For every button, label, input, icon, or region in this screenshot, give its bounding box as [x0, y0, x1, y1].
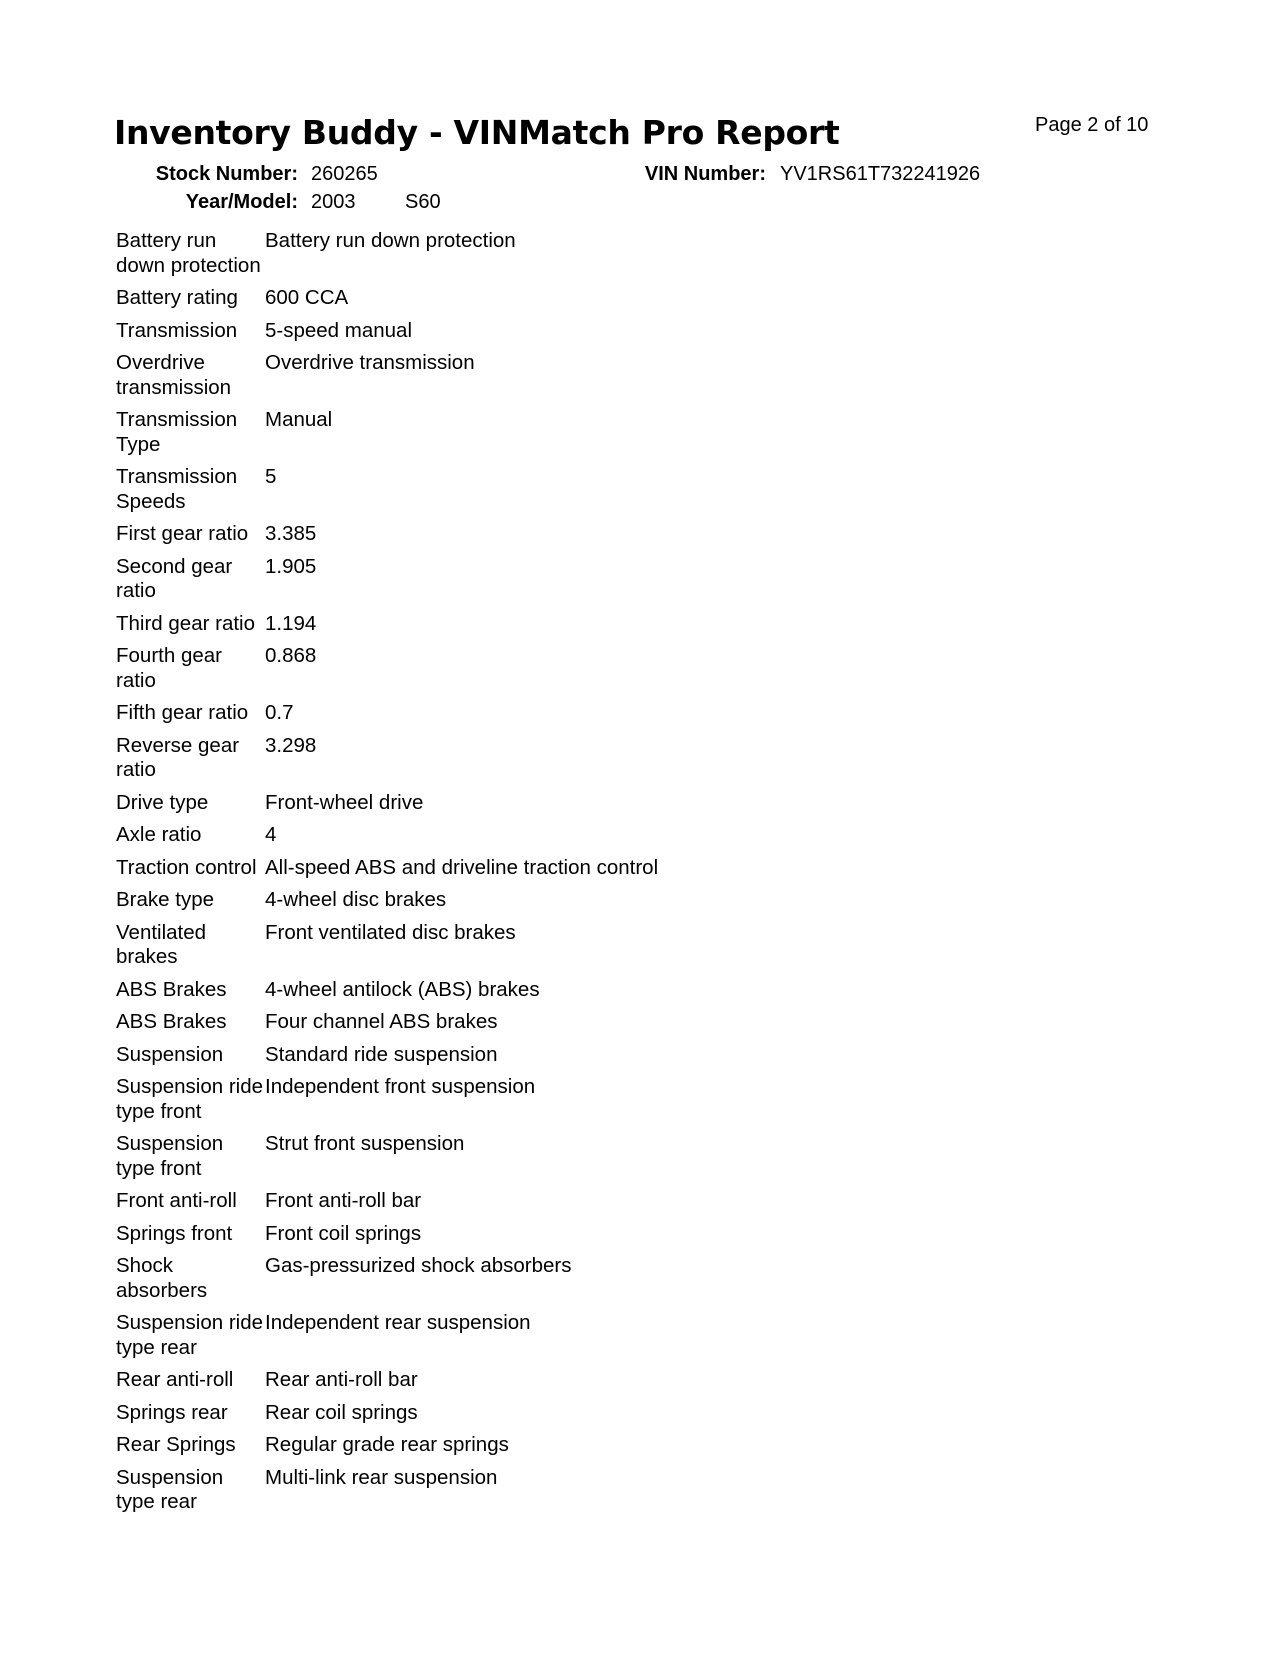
spec-label: Suspension: [116, 1042, 224, 1066]
spec-label: Brake type: [116, 888, 214, 911]
spec-row: [116, 522, 816, 547]
spec-label: Rear anti-roll: [116, 1368, 234, 1391]
spec-row: [116, 921, 816, 970]
spec-value: 4: [265, 823, 277, 846]
stock-number-label: Stock Number:: [155, 163, 298, 185]
spec-row: [116, 1433, 816, 1458]
spec-value: Front anti-roll bar: [265, 1189, 422, 1212]
stock-number-value: 260265: [311, 163, 378, 185]
year-model-label: Year/Model:: [185, 191, 298, 213]
spec-value: 600 CCA: [265, 286, 349, 309]
spec-value: Battery run down protection: [265, 229, 516, 252]
spec-label: Overdrive transmission: [116, 351, 232, 399]
spec-label: Third gear ratio: [116, 611, 256, 635]
spec-row: [116, 1368, 816, 1393]
spec-value: Independent front suspension: [265, 1075, 536, 1098]
spec-row: [116, 888, 816, 913]
spec-value: 0.868: [265, 644, 317, 667]
spec-value: Gas-pressurized shock absorbers: [265, 1254, 572, 1277]
spec-value: Regular grade rear springs: [265, 1433, 509, 1456]
spec-value: Four channel ABS brakes: [265, 1010, 498, 1033]
spec-row: [116, 408, 816, 457]
spec-label: First gear ratio: [116, 522, 249, 545]
spec-value: Rear anti-roll bar: [265, 1368, 418, 1391]
spec-row: [116, 319, 816, 344]
spec-value: 4-wheel antilock (ABS) brakes: [265, 977, 540, 1001]
spec-value: 3.298: [265, 733, 317, 757]
spec-label: Shock absorbers: [116, 1254, 208, 1302]
spec-label: Traction control: [116, 855, 257, 879]
page-number: Page 2 of 10: [1035, 114, 1149, 136]
spec-label: ABS Brakes: [116, 1010, 227, 1033]
spec-row: [116, 1311, 816, 1360]
spec-row: [116, 791, 816, 816]
spec-row: [116, 734, 816, 783]
spec-row: [116, 612, 816, 637]
spec-value: All-speed ABS and driveline traction control: [265, 855, 659, 879]
spec-value: Manual: [265, 408, 333, 431]
spec-row: [116, 465, 816, 514]
spec-value: Front ventilated disc brakes: [265, 920, 516, 944]
spec-row: [116, 286, 816, 311]
spec-row: [116, 644, 816, 693]
spec-row: [116, 1401, 816, 1426]
spec-label: Second gear ratio: [116, 554, 233, 602]
spec-label: Springs front: [116, 1221, 233, 1245]
spec-value: Front coil springs: [265, 1221, 422, 1245]
spec-label: ABS Brakes: [116, 977, 227, 1001]
spec-value: Rear coil springs: [265, 1400, 418, 1424]
spec-row: [116, 1189, 816, 1214]
spec-value: Strut front suspension: [265, 1132, 465, 1155]
spec-row: [116, 1254, 816, 1303]
spec-row: [116, 856, 816, 881]
spec-value: 3.385: [265, 522, 317, 545]
spec-label: Transmission Speeds: [116, 465, 238, 513]
spec-value: Independent rear suspension: [265, 1311, 531, 1334]
spec-label: Reverse gear ratio: [116, 733, 240, 781]
spec-label: Suspension ride type front: [116, 1075, 264, 1123]
spec-label: Suspension type front: [116, 1132, 224, 1180]
spec-row: [116, 555, 816, 604]
spec-row: [116, 1010, 816, 1035]
vin-number-label: VIN Number:: [644, 163, 766, 185]
spec-list: [116, 229, 816, 1523]
spec-value: Standard ride suspension: [265, 1042, 498, 1066]
spec-value: 1.905: [265, 554, 317, 578]
spec-label: Suspension ride type rear: [116, 1311, 264, 1359]
spec-row: [116, 978, 816, 1003]
spec-value: Overdrive transmission: [265, 351, 475, 374]
spec-row: [116, 1222, 816, 1247]
spec-value: Front-wheel drive: [265, 790, 424, 814]
spec-value: 1.194: [265, 611, 317, 635]
spec-label: Fourth gear ratio: [116, 644, 222, 692]
spec-label: Battery run down protection: [116, 229, 261, 277]
spec-value: 5: [265, 465, 277, 488]
spec-label: Fifth gear ratio: [116, 701, 249, 724]
spec-row: [116, 351, 816, 400]
spec-label: Axle ratio: [116, 823, 202, 846]
spec-row: [116, 1132, 816, 1181]
spec-label: Suspension type rear: [116, 1465, 224, 1513]
spec-label: Battery rating: [116, 286, 238, 309]
spec-value: 0.7: [265, 701, 294, 724]
spec-row: [116, 823, 816, 848]
model-value: S60: [405, 191, 441, 213]
spec-row: [116, 1075, 816, 1124]
spec-label: Front anti-roll: [116, 1189, 237, 1212]
spec-label: Drive type: [116, 790, 209, 814]
spec-row: [116, 1043, 816, 1068]
year-value: 2003: [311, 191, 356, 213]
spec-label: Springs rear: [116, 1400, 228, 1424]
spec-row: [116, 229, 816, 278]
spec-label: Transmission: [116, 318, 238, 342]
spec-row: [116, 1466, 816, 1515]
spec-value: 4-wheel disc brakes: [265, 888, 447, 911]
spec-value: 5-speed manual: [265, 318, 413, 342]
report-title: Inventory Buddy - VINMatch Pro Report: [114, 113, 840, 152]
vin-number-value: YV1RS61T732241926: [780, 163, 981, 185]
spec-value: Multi-link rear suspension: [265, 1465, 498, 1489]
spec-row: [116, 701, 816, 726]
spec-label: Transmission Type: [116, 408, 238, 456]
spec-label: Rear Springs: [116, 1433, 236, 1456]
spec-label: Ventilated brakes: [116, 920, 207, 968]
